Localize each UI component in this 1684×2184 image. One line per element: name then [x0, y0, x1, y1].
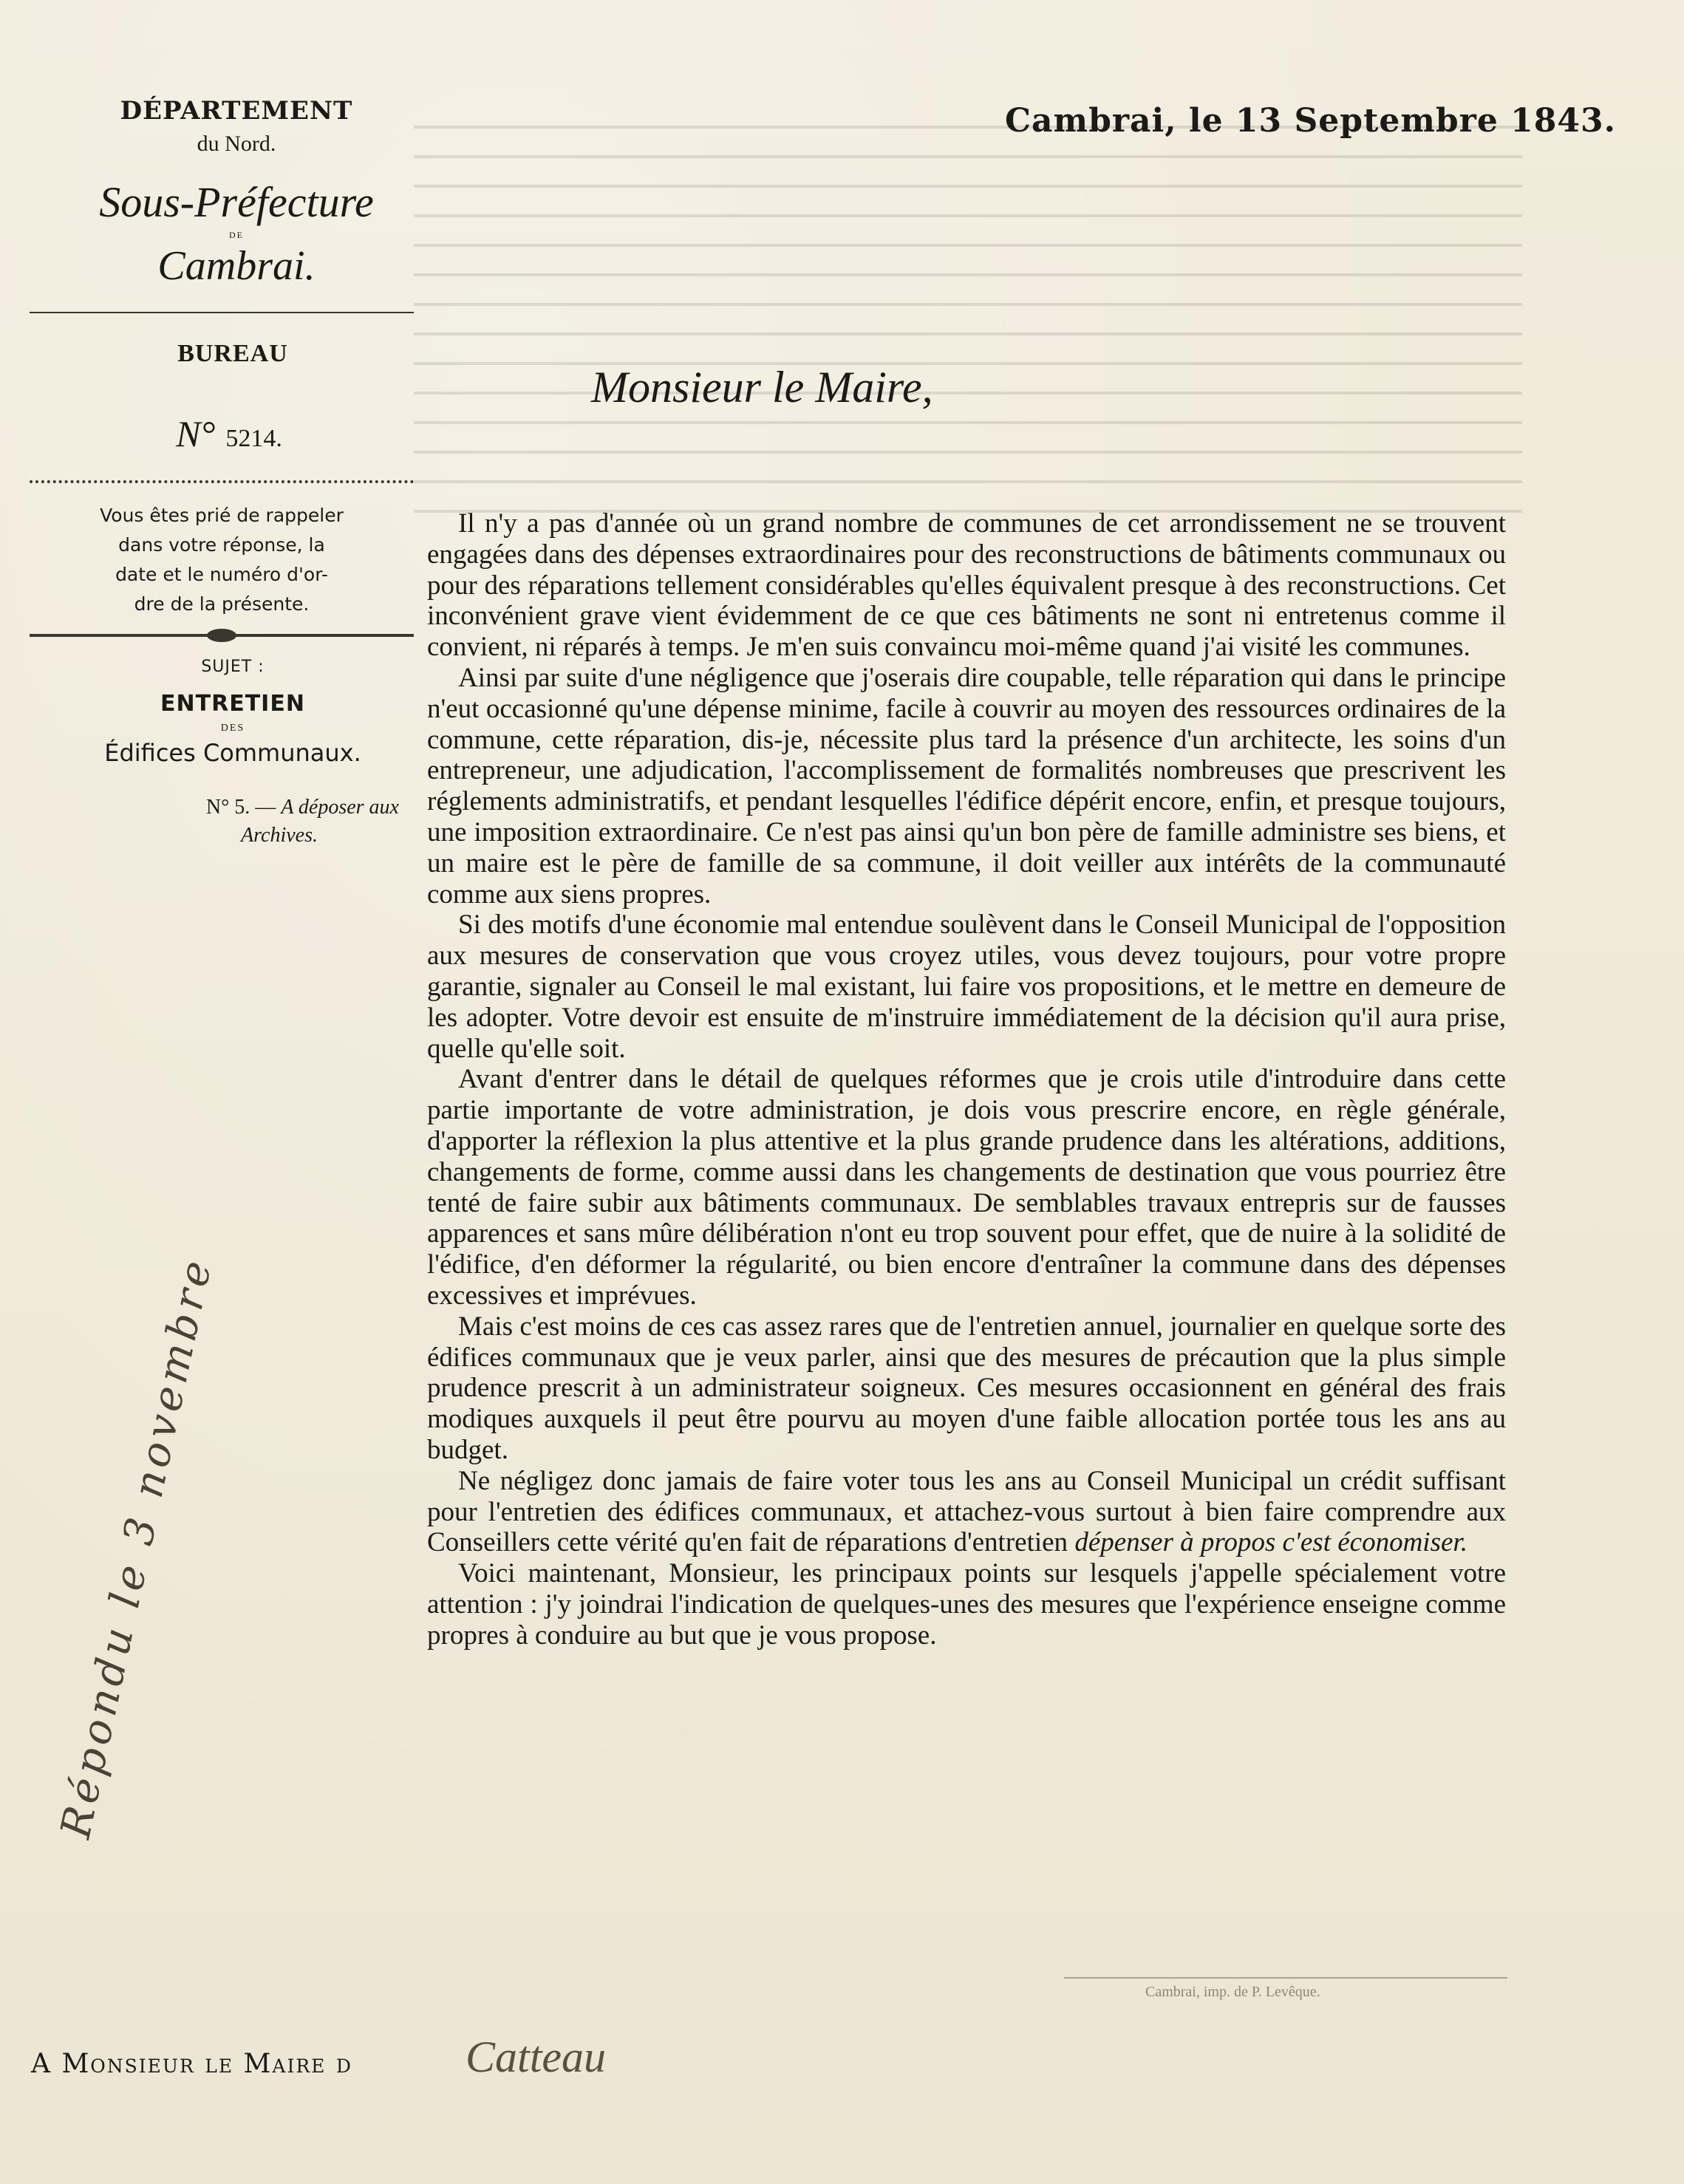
left-header-column	[30, 96, 414, 850]
archive-note-line1: A déposer aux	[281, 796, 399, 819]
salutation: Monsieur le Maire,	[591, 363, 933, 412]
body-paragraph: Voici maintenant, Monsieur, les principaux points sur lesquels j'appelle spécialement votre attention : j'y joindrai l'indication de quelques-unes des mesures que l'expérience enseigne comme propres à conduire au but que je vous propose.	[427, 1558, 1506, 1651]
sous-prefecture-title: Sous-Préfecture	[99, 178, 374, 226]
dotted-divider	[30, 480, 414, 483]
paper-show-through-texture	[414, 103, 1522, 517]
archive-note	[59, 794, 399, 850]
maxim-italic: dépenser à propos c'est économiser.	[1074, 1527, 1467, 1558]
letter-date: Cambrai, le 13 Septembre 1843.	[1005, 102, 1616, 140]
department-subtitle: du Nord.	[197, 132, 276, 156]
bureau-label: BUREAU	[177, 340, 288, 367]
cambrai-title: Cambrai.	[157, 243, 316, 289]
reminder-line: Vous êtes prié de rappeler	[100, 505, 344, 526]
addressee-line: A Monsieur le Maire d	[31, 2049, 352, 2079]
printer-mark: Cambrai, imp. de P. Levêque.	[1145, 1984, 1320, 2000]
archive-note-number: N° 5. —	[205, 796, 276, 819]
body-paragraph: Il n'y a pas d'année où un grand nombre de communes de cet arrondissement ne se trouvent engagées dans des dépenses extraordinaires pour des reconstructions de bâtiments communaux ou pour des réparations tellement considérables qu'elles équivalent presque à des reconstructions. Cet inconvénient grave vient évidemment de ce que ces bâtiments ne sont ni entretenus comme il convient, ni réparés à temps. Je m'en suis convaincu moi-même quand j'ai visité les communes.	[427, 508, 1506, 663]
handwritten-margin-note: Répondu le 3 novembre	[52, 1252, 222, 1843]
body-paragraph: Avant d'entrer dans le détail de quelques réformes que je crois utile d'introduire dans cette partie importante de votre administration, je dois vous prescrire encore, en règle générale, d'apporter la réflexion la plus attentive et la plus grande prudence dans les altérations, additions, changements de forme, comme aussi dans les changements de destination que vous pourriez être tenté de faire subir aux bâtiments communaux. De semblables travaux entrepris sur de fausses apparences et sans mûre délibération n'ont eu trop souvent pour effet, que de nuire à la solidité de l'édifice, d'en déformer la régularité, ou bien encore d'entraîner la commune dans des dépenses excessives et imprévues.	[427, 1064, 1506, 1311]
printer-divider	[1064, 1977, 1507, 1979]
body-paragraph	[427, 1466, 1506, 1558]
de-label: DE	[229, 230, 244, 240]
numero-value: 5214.	[225, 425, 282, 452]
ornamental-divider	[30, 634, 414, 637]
reference-number	[44, 412, 414, 455]
subject-edifices: Édifices Communaux.	[104, 739, 361, 767]
numero-prefix: N°	[176, 413, 216, 454]
subject-entretien: ENTRETIEN	[160, 691, 305, 717]
header-divider	[30, 312, 414, 313]
body-paragraph: Mais c'est moins de ces cas assez rares que de l'entretien annuel, journalier en quelque sorte des édifices communaux que je veux parler, ainsi que des mesures de précaution que la plus simple prudence prescrit à un administrateur soigneux. Ces mesures occasionnent en général des frais modiques auxquels il peut être pourvu au moyen d'une faible allocation portée tous les ans au budget.	[427, 1311, 1506, 1465]
reminder-line: dans votre réponse, la	[118, 534, 325, 556]
letter-body	[427, 508, 1506, 1651]
handwritten-addressee: Catteau	[466, 2033, 606, 2081]
reminder-line: date et le numéro d'or-	[115, 564, 328, 585]
body-paragraph: Si des motifs d'une économie mal entendue soulèvent dans le Conseil Municipal de l'opposition aux mesures de conservation que vous croyez utiles, vous devez toujours, pour votre propre garantie, signaler au Conseil le mal existant, lui faire vos propositions, et le mettre en demeure de les adopter. Votre devoir est ensuite de m'instruire immédiatement de la décision qu'il aura prise, quelle qu'elle soit.	[427, 910, 1506, 1064]
subject-des: DES	[220, 723, 245, 734]
body-paragraph-text: Ne négligez donc jamais de faire voter tous les ans au Conseil Municipal un crédit suffisant pour l'entretien des édifices communaux, et attachez-vous surtout à bien faire comprendre aux Conseillers cette vérité qu'en fait de réparations d'entretien	[427, 1465, 1506, 1558]
archive-note-line2: Archives.	[241, 824, 318, 847]
reminder-note	[59, 501, 384, 619]
department-title: DÉPARTEMENT	[120, 96, 353, 126]
body-paragraph: Ainsi par suite d'une négligence que j'oserais dire coupable, telle réparation qui dans le principe n'eut occasionné qu'une dépense minime, facile à couvrir au moyen des ressources ordinaires de la commune, cette réparation, dis-je, nécessite plus tard la présence d'un architecte, les soins d'un entrepreneur, une adjudication, l'accomplissement de formalités nombreuses que prescrivent les réglements administratifs, et pendant lesquelles l'édifice dépérit encore, enfin, et presque toujours, une imposition extraordinaire. Ce n'est pas ainsi qu'un bon père de famille administre ses biens, et un maire est le père de famille de sa commune, il doit veiller aux intérêts de la communauté comme aux siens propres.	[427, 662, 1506, 910]
reminder-line: dre de la présente.	[134, 593, 310, 615]
subject-label: SUJET :	[201, 658, 265, 676]
